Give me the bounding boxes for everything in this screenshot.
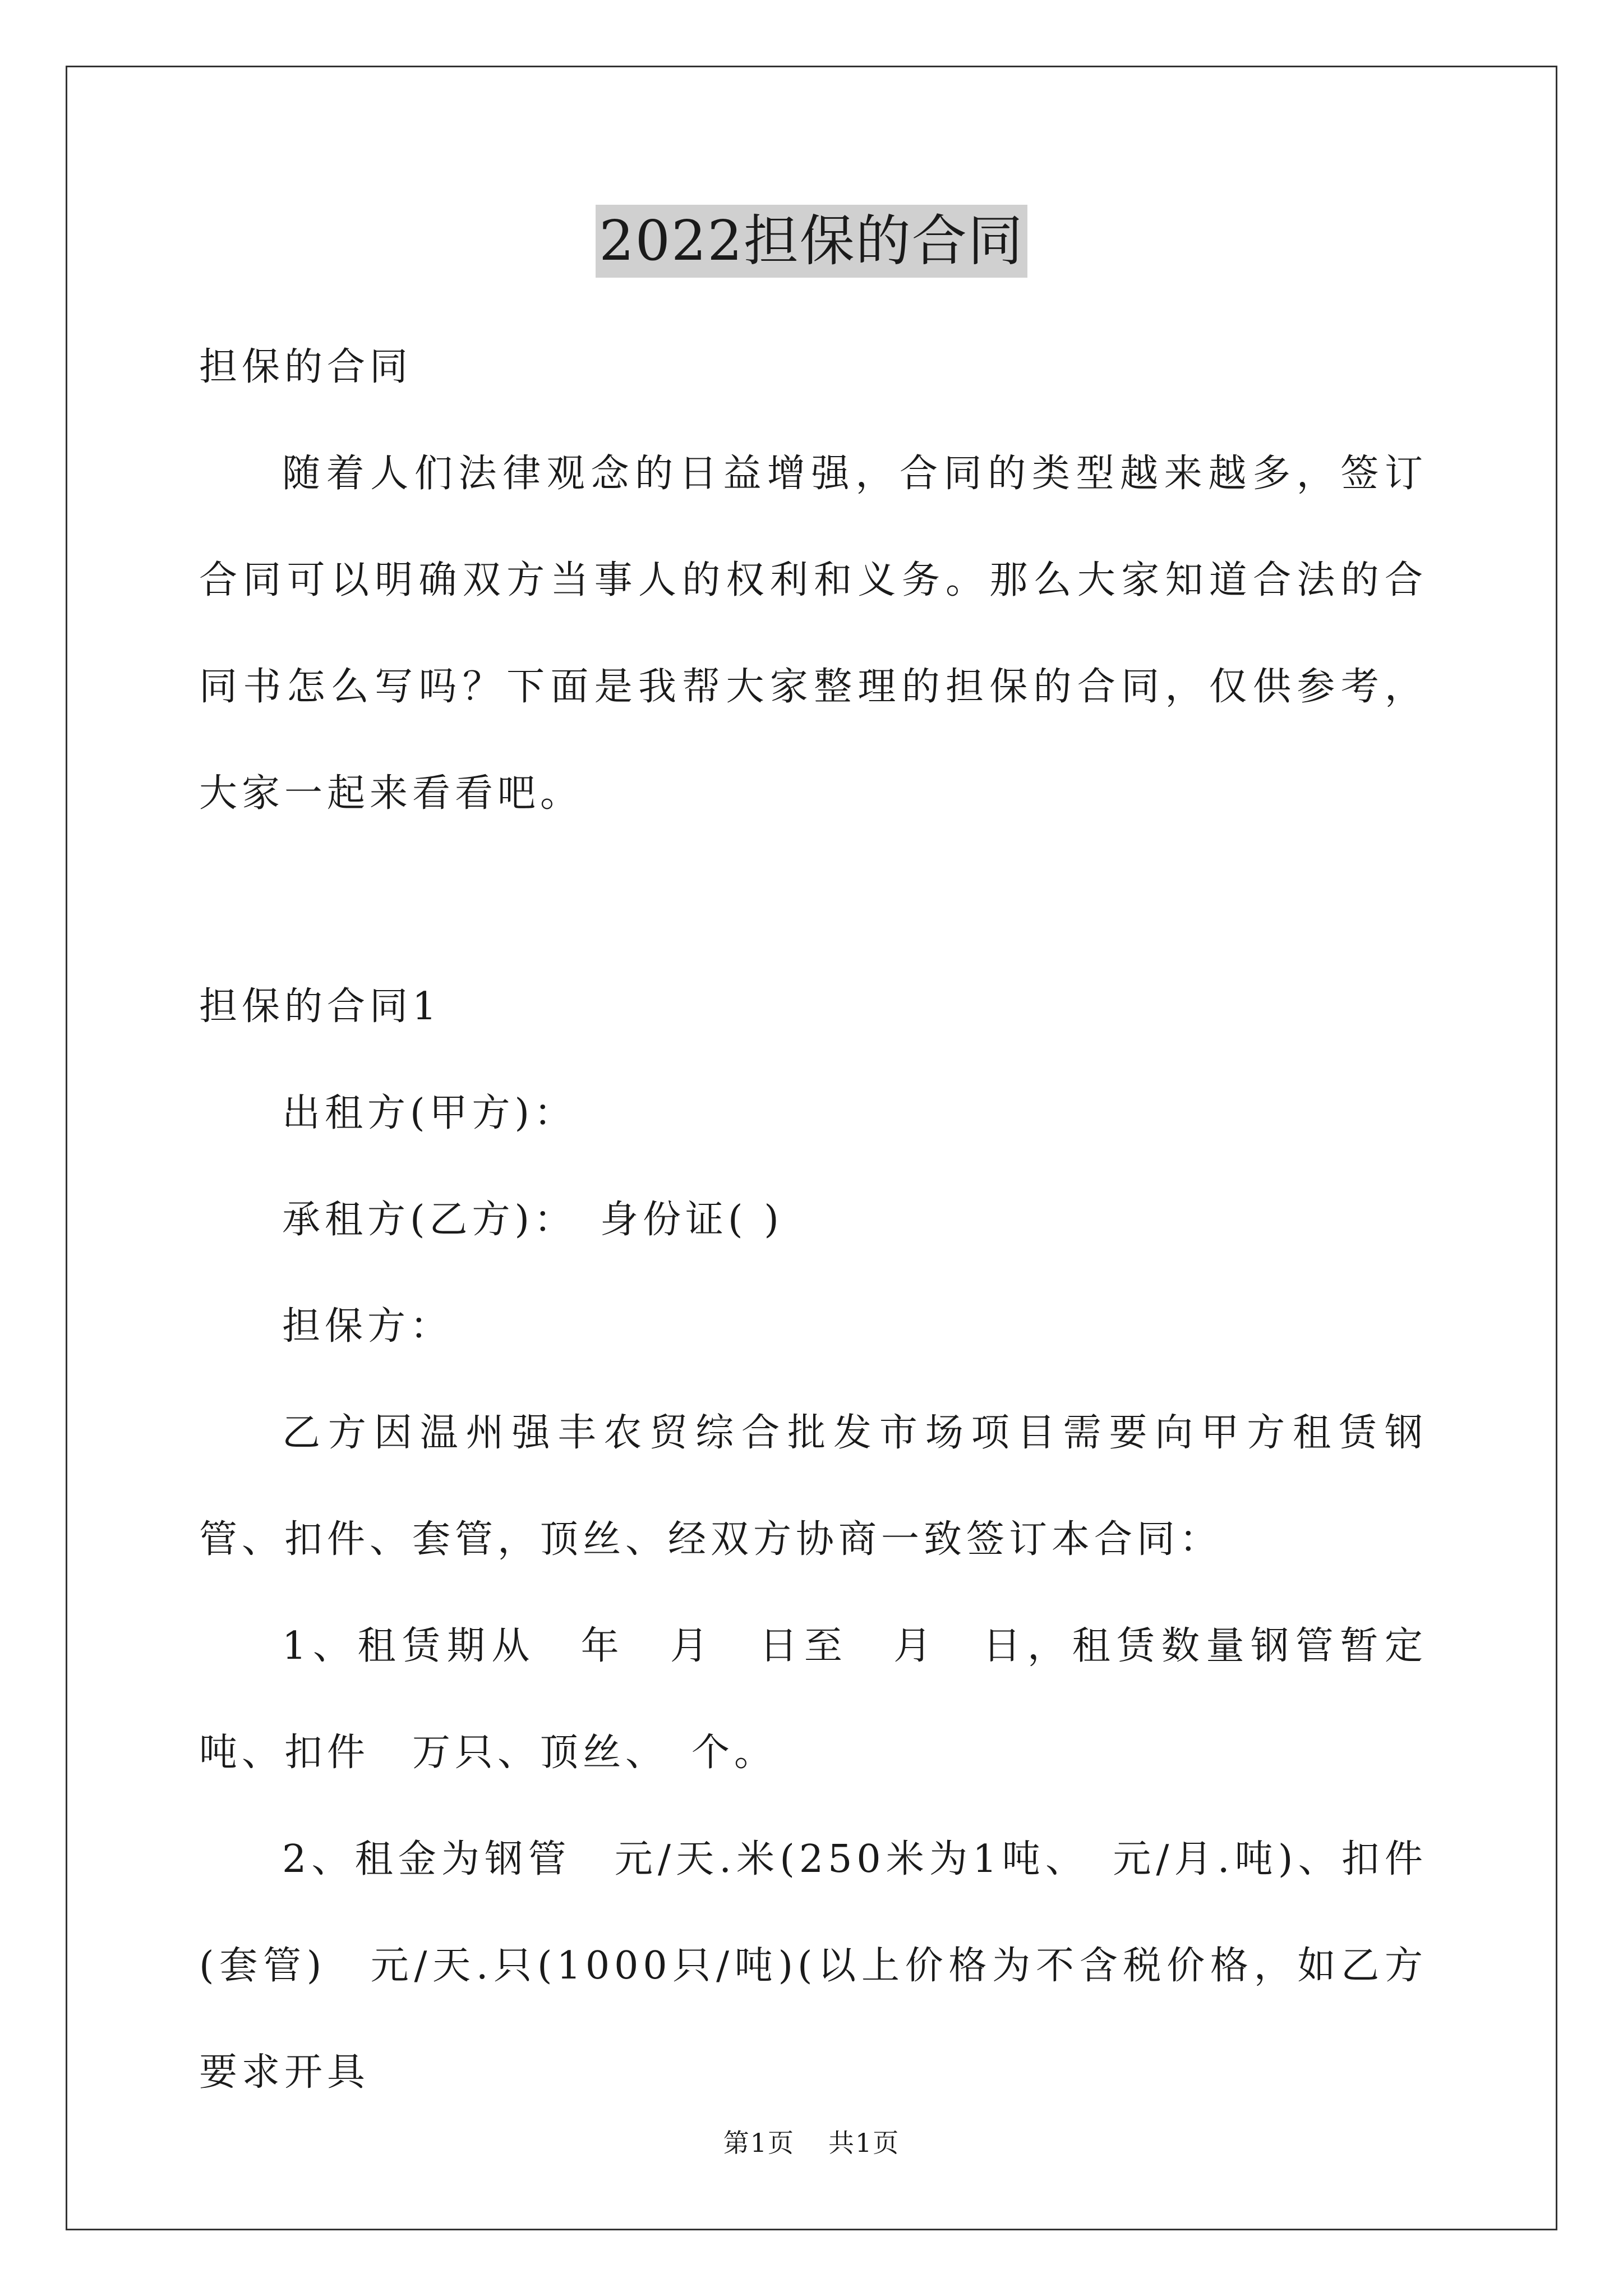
contract-preamble: 乙方因温州强丰农贸综合批发市场项目需要向甲方租赁钢管、扣件、套管，顶丝、经双方协商一致签订本合同： xyxy=(199,1411,1427,1562)
lessee-line: 承租方(乙方)： 身份证( ) xyxy=(282,1198,783,1242)
page-number: 第1页 xyxy=(723,2128,795,2158)
page-footer xyxy=(0,2126,1623,2160)
lessor-line: 出租方(甲方)： xyxy=(282,1091,577,1135)
guarantor-line: 担保方： xyxy=(282,1304,453,1349)
contract-heading: 担保的合同1 xyxy=(199,984,441,1029)
intro-paragraph: 随着人们法律观念的日益增强，合同的类型越来越多，签订合同可以明确双方当事人的权利和义务。那么大家知道合法的合同书怎么写吗？下面是我帮大家整理的担保的合同，仅供参考，大家一起来看看吧。 xyxy=(199,452,1427,816)
page-total: 共1页 xyxy=(828,2128,900,2158)
clause-1: 1、租赁期从 年 月 日至 月 日，租赁数量钢管暂定 吨、扣件 万只、顶丝、 个。 xyxy=(199,1624,1470,1775)
document-body xyxy=(199,314,1470,2126)
section-heading: 担保的合同 xyxy=(199,345,413,389)
paragraph-spacer xyxy=(199,847,1427,954)
title-container xyxy=(0,205,1623,278)
clause-2: 2、租金为钢管 元/天.米(250米为1吨、 元/月.吨)、扣件(套管) 元/天.只(1000只/吨)(以上价格为不含税价格，如乙方要求开具 xyxy=(199,1837,1427,2095)
document-title: 2022担保的合同 xyxy=(596,205,1027,278)
